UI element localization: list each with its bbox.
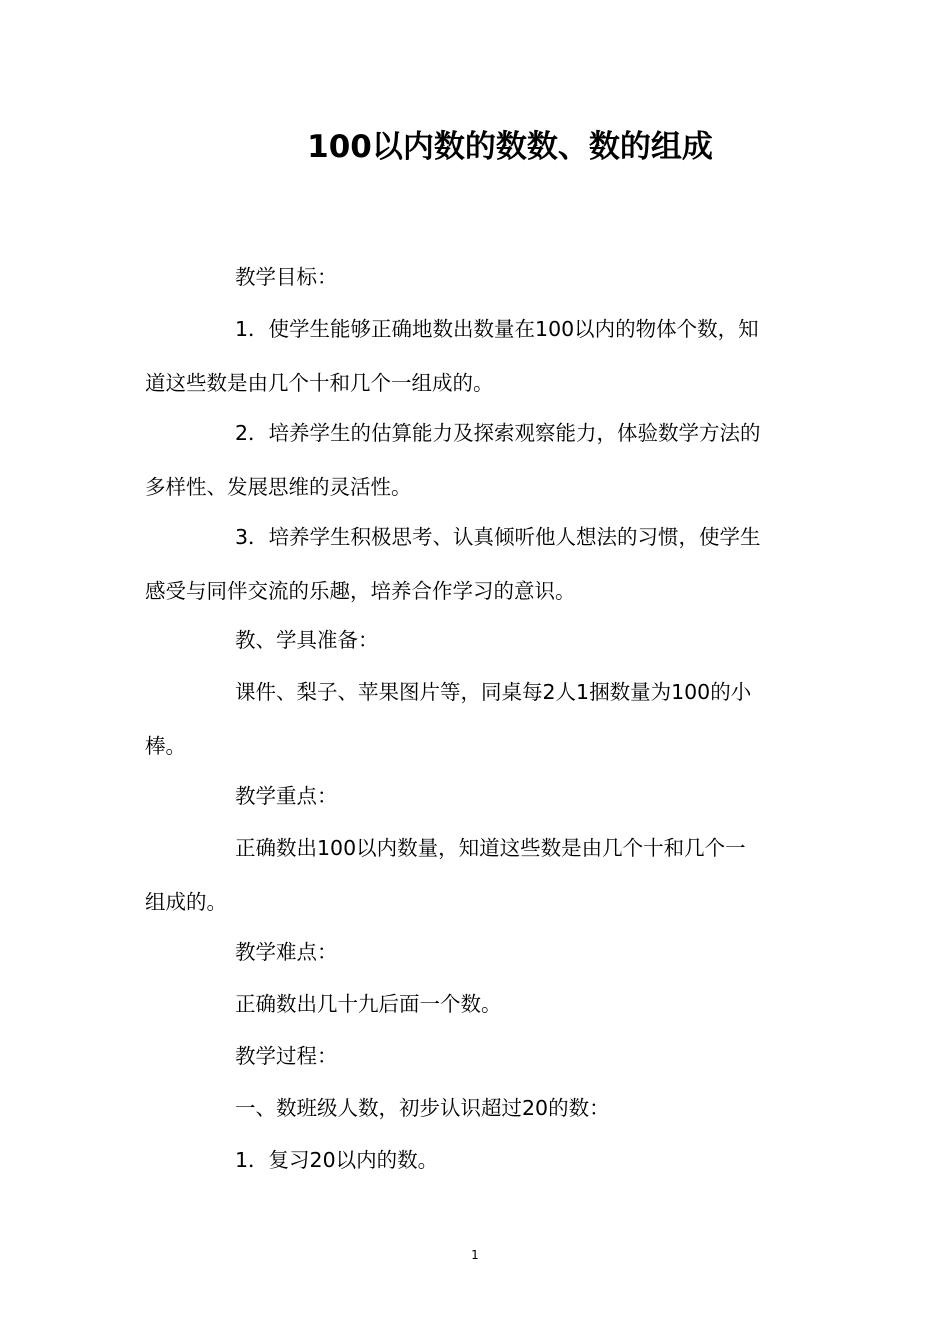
paragraph-section-1 [145, 1081, 805, 1135]
paragraph-materials-heading [145, 613, 805, 667]
paragraph-objective-2 [145, 406, 805, 514]
paragraph-line-continued: 组成的。 [145, 890, 227, 914]
paragraph-difficulty [145, 977, 805, 1031]
paragraph-line: 教、学具准备： [235, 628, 379, 652]
paragraph-line: 课件、梨子、苹果图片等，同桌每2人1捆数量为100的小 [235, 680, 752, 704]
paragraph-objective-3 [145, 510, 805, 618]
paragraph-line-continued: 棒。 [145, 734, 186, 758]
paragraph-line-continued: 多样性、发展思维的灵活性。 [145, 475, 412, 499]
paragraph-line-continued: 道这些数是由几个十和几个一组成的。 [145, 371, 494, 395]
paragraph-line: 教学难点： [235, 940, 338, 964]
paragraph-difficulty-heading [145, 925, 805, 979]
paragraph-line: 3．培养学生积极思考、认真倾听他人想法的习惯，使学生 [235, 525, 761, 549]
paragraph-line-continued: 感受与同伴交流的乐趣，培养合作学习的意识。 [145, 579, 576, 603]
paragraph-objectives-heading [145, 250, 805, 304]
paragraph-line: 1．复习20以内的数。 [235, 1148, 439, 1172]
paragraph-line: 1．使学生能够正确地数出数量在100以内的物体个数，知 [235, 317, 759, 341]
page-number: 1 [471, 1248, 479, 1262]
paragraph-step-1 [145, 1133, 805, 1187]
paragraph-line: 2．培养学生的估算能力及探索观察能力，体验数学方法的 [235, 421, 761, 445]
paragraph-key-points-heading [145, 769, 805, 823]
paragraph-line: 教学目标： [235, 265, 338, 289]
paragraph-process-heading [145, 1029, 805, 1083]
paragraph-line: 正确数出几十九后面一个数。 [235, 992, 502, 1016]
document-title: 100以内数的数数、数的组成 [307, 129, 713, 165]
paragraph-objective-1 [145, 302, 805, 410]
paragraph-line: 教学重点： [235, 784, 338, 808]
paragraph-line: 一、数班级人数，初步认识超过20的数： [235, 1096, 610, 1120]
paragraph-key-points [145, 821, 805, 929]
paragraph-line: 教学过程： [235, 1044, 338, 1068]
paragraph-materials [145, 665, 805, 773]
paragraph-line: 正确数出100以内数量，知道这些数是由几个十和几个一 [235, 836, 746, 860]
